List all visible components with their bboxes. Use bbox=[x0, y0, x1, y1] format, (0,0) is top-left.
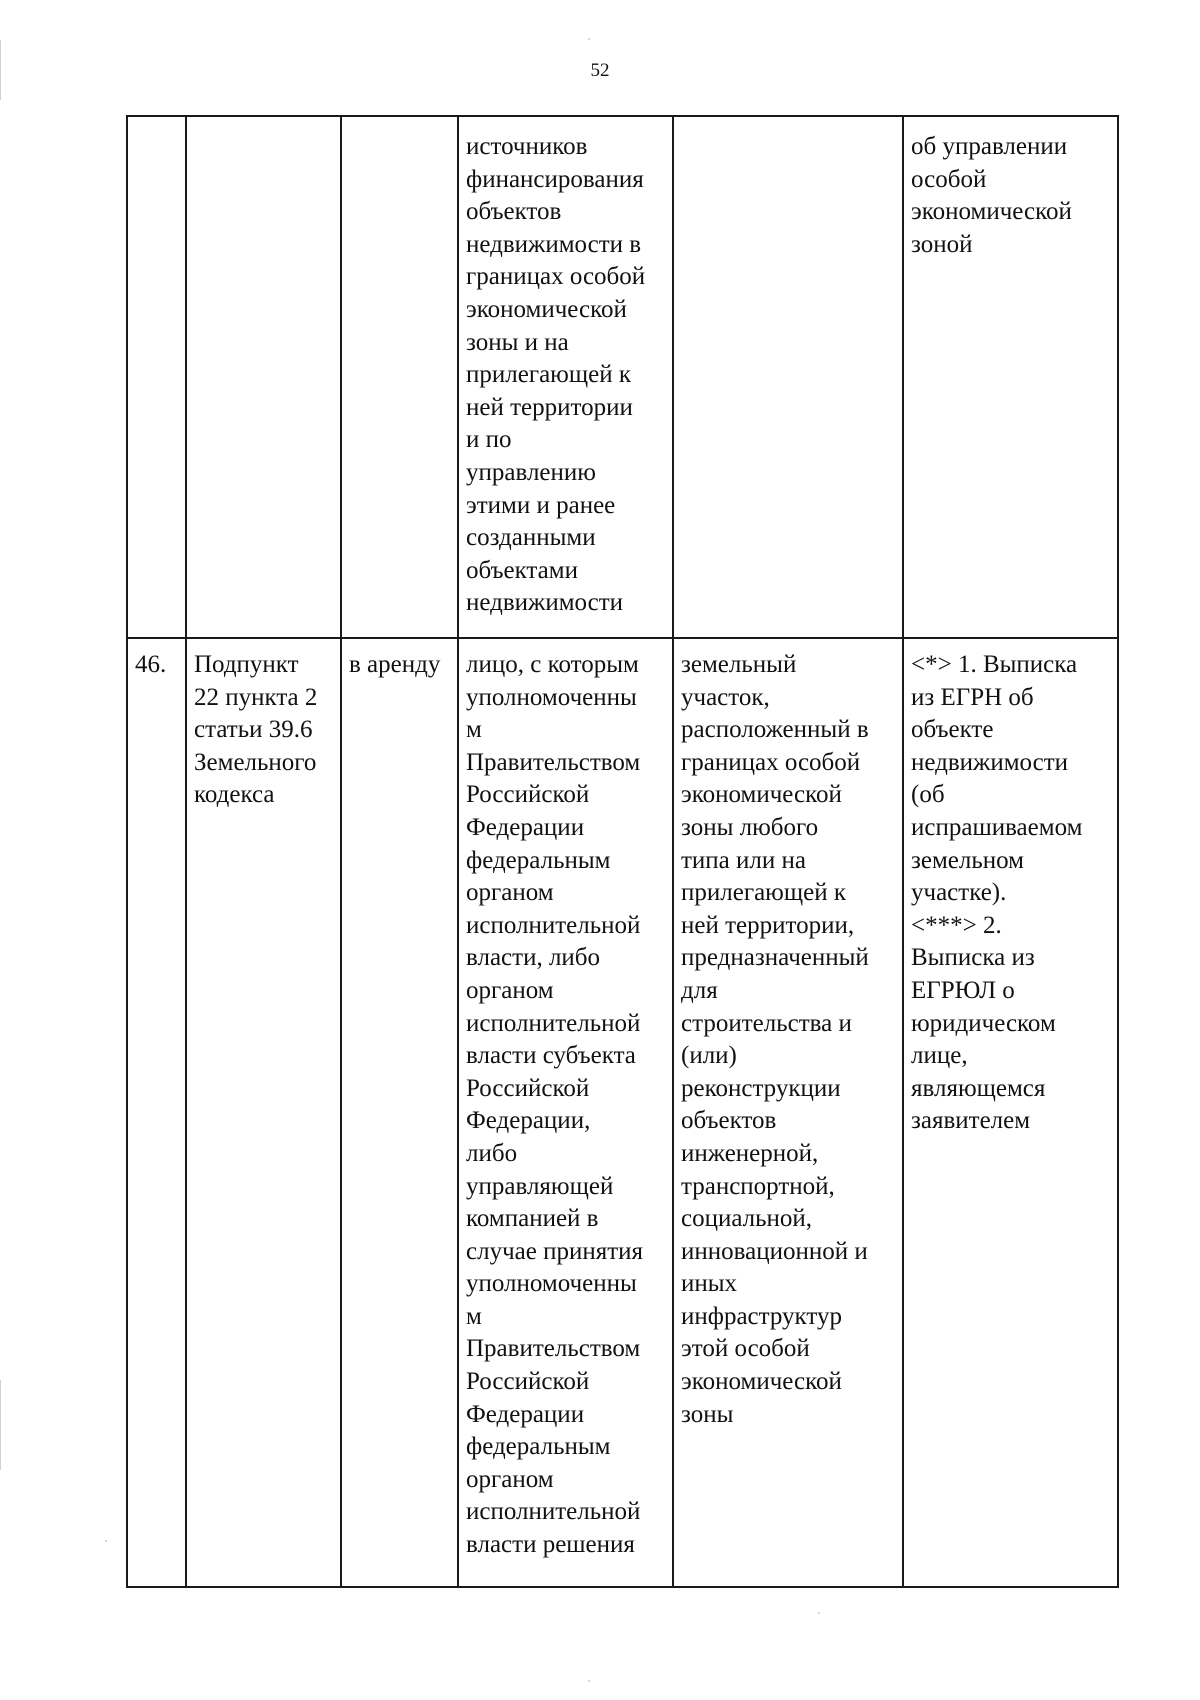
land-plot-cell: земельный участок, расположенный в границах особой экономической зоны любого типа или на прилегающей к ней территории, предназначенный для строительства и (или) реконструкции объектов инженерной, транспортной, социальной, инновационной и иных инфраструктур этой особой экономической зоны bbox=[673, 638, 903, 1587]
scan-edge-mark bbox=[0, 40, 1, 100]
table-row bbox=[127, 638, 1118, 1587]
regulation-table bbox=[126, 115, 1119, 1588]
scan-edge-mark bbox=[0, 1380, 1, 1470]
scan-speck bbox=[588, 38, 590, 40]
documents-cell: об управлении особой экономической зоной bbox=[903, 116, 1118, 638]
row-number-cell bbox=[127, 116, 186, 638]
legal-basis-cell bbox=[186, 116, 341, 638]
applicant-cell: лицо, с которым уполномоченны м Правительством Российской Федерации федеральным органом исполнительной власти, либо органом исполнительной власти субъекта Российской Федерации, либо управляющей компанией в случае принятия уполномоченны м Правительством Российской Федерации федеральным органом исполнительной власти решения bbox=[458, 638, 673, 1587]
legal-basis-cell: Подпункт 22 пункта 2 статьи 39.6 Земельного кодекса bbox=[186, 638, 341, 1587]
scan-speck bbox=[818, 1612, 820, 1614]
applicant-cell: источников финансирования объектов недвижимости в границах особой экономической зоны и на прилегающей к ней территории и по управлению этими и ранее созданными объектами недвижимости bbox=[458, 116, 673, 638]
scan-speck bbox=[105, 1540, 107, 1542]
page-number: 52 bbox=[590, 60, 610, 81]
provision-form-cell bbox=[341, 116, 458, 638]
land-plot-cell bbox=[673, 116, 903, 638]
table-row bbox=[127, 116, 1118, 638]
scan-speck bbox=[588, 1680, 590, 1682]
provision-form-cell: в аренду bbox=[341, 638, 458, 1587]
row-number-cell: 46. bbox=[127, 638, 186, 1587]
documents-cell: <*> 1. Выписка из ЕГРН об объекте недвижимости (об испрашиваемом земельном участке). <***> 2. Выписка из ЕГРЮЛ о юридическом лице, являющемся заявителем bbox=[903, 638, 1118, 1587]
